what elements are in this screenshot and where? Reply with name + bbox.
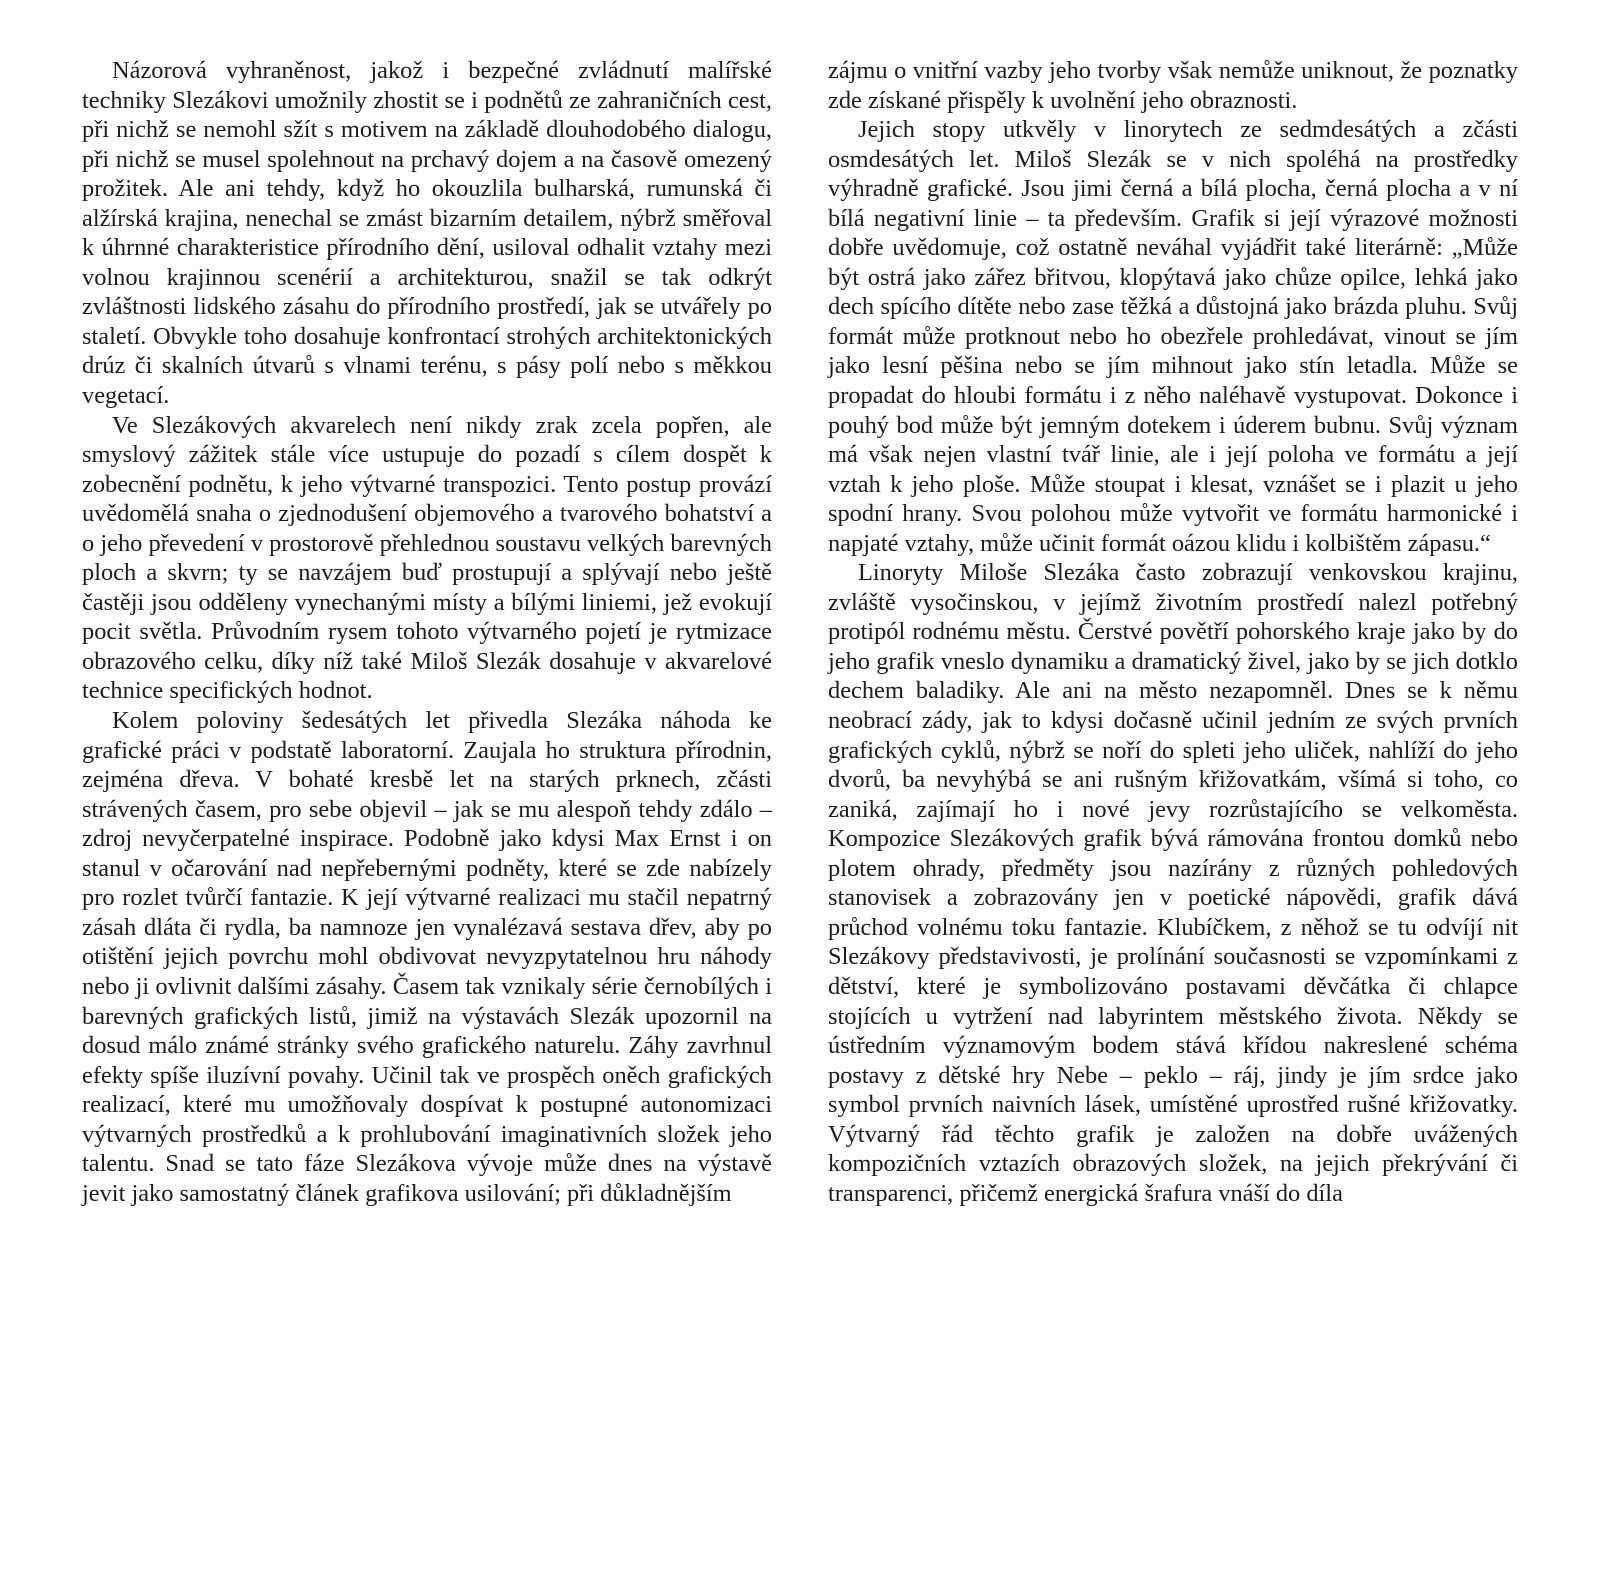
paragraph: Ve Slezákových akvarelech není nikdy zrak zcela popřen, ale smyslový zážitek stále více ustupuje do pozadí s cílem dospět k zobecnění podnětu, k jeho výtvarné transpozici. Tento postup provází uvědomělá snaha o zjednodušení objemového a tvarového bohatství a o jeho převedení v prostorově přehlednou soustavu velkých barevných ploch a skvrn; ty se navzájem buď prostupují a splývají nebo ještě častěji jsou odděleny vynechanými místy a bílými liniemi, jež evokují pocit světla. Průvodním rysem tohoto výtvarného pojetí je rytmizace obrazového celku, díky níž také Miloš Slezák dosahuje v akvarelové technice specifických hodnot. [82,411,772,705]
right-column [828,56,1518,1208]
paragraph: Kolem poloviny šedesátých let přivedla Slezáka náhoda ke grafické práci v podstatě laboratorní. Zaujala ho struktura přírodnin, zejména dřeva. V bohaté kresbě let na starých prknech, zčásti strávených časem, pro sebe objevil – jak se mu alespoň tehdy zdálo – zdroj nevyčerpatelné inspirace. Podobně jako kdysi Max Ernst i on stanul v očarování nad nepřebernými podněty, které se zde nabízely pro rozlet tvůrčí fantazie. K její výtvarné realizaci mu stačil nepatrný zásah dláta či rydla, ba namnoze jen vynalézavá sestava dřev, aby po otištění jejich povrchu mohl obdivovat nevyzpytatelnou hru náhody nebo ji ovlivnit dalšími zásahy. Časem tak vznikaly série černobílých i barevných grafických listů, jimiž na výstavách Slezák upozornil na dosud málo známé stránky svého grafického naturelu. Záhy zavrhnul efekty spíše iluzívní povahy. Učinil tak ve prospěch oněch grafických realizací, které mu umožňovaly dospívat k postupné autonomizaci výtvarných prostředků a k prohlubování imaginativních složek jeho talentu. Snad se tato fáze Slezákova vývoje může dnes na výstavě jevit jako samostatný článek grafikova usilování; při důkladnějším [82,707,772,1207]
paragraph: Jejich stopy utkvěly v linorytech ze sedmdesátých a zčásti osmdesátých let. Miloš Slezák se v nich spoléhá na prostředky výhradně grafické. Jsou jimi černá a bílá plocha, černá plocha a v ní bílá negativní linie – ta především. Grafik si její výrazové možnosti dobře uvědomuje, což ostatně neváhal vyjádřit také literárně: „Může být ostrá jako zářez břitvou, klopýtavá jako chůze opilce, lehká jako dech spícího dítěte nebo zase těžká a důstojná jako brázda pluhu. Svůj formát může protknout nebo ho obezřele prohledávat, vinout se jím jako lesní pěšina nebo se jím mihnout jako stín letadla. Může se propadat do hloubi formátu i z něho naléhavě vystupovat. Dokonce i pouhý bod může být jemným dotekem i úderem bubnu. Svůj význam má však nejen vlastní tvář linie, ale i její poloha ve formátu a její vztah k jeho ploše. Může stoupat i klesat, vznášet se i plazit u jeho spodní hrany. Svou polohou může vytvořit ve formátu harmonické i napjaté vztahy, může učinit formát oázou klidu i kolbištěm zápasu.“ [828,116,1518,557]
paragraph: Linoryty Miloše Slezáka často zobrazují venkovskou krajinu, zvláště vysočinskou, v jejímž životním prostředí nalezl potřebný protipól rodnému městu. Čerstvé povětří pohorského kraje jako by do jeho grafik vneslo dynamiku a dramatický živel, jako by se jich dotklo dechem baladiky. Ale ani na město nezapomněl. Dnes se k němu neobrací zády, jak to kdysi dočasně učinil jedním ze svých prvních grafických cyklů, nýbrž se noří do spleti jeho uliček, nahlíží do jeho dvorů, ba nevyhýbá se ani rušným křižovatkám, všímá si toho, co zaniká, zajímají ho i nové jevy rozrůstajícího se velkoměsta. Kompozice Slezákových grafik bývá rámována frontou domků nebo plotem ohrady, předměty jsou nazírány z různých pohledových stanovisek a zobrazovány jen v poetické nápovědi, grafik dává průchod volnému toku fantazie. Klubíčkem, z něhož se tu odvíjí nit Slezákovy představivosti, je prolínání současnosti se vzpomínkami z dětství, které je symbolizováno postavami děvčátka či chlapce stojících u vytržení nad labyrintem městského života. Někdy se ústředním významovým bodem stává křídou nakreslené schéma postavy z dětské hry Nebe – peklo – ráj, jindy je jím srdce jako symbol prvních naivních lásek, umístěné uprostřed rušné křižovatky. Výtvarný řád těchto grafik je založen na dobře uvážených kompozičních vztazích obrazových složek, na jejich překrývání či transparenci, přičemž energická šrafura vnáší do díla [828,559,1518,1207]
left-column [82,56,772,1208]
paragraph: Názorová vyhraněnost, jakož i bezpečné zvládnutí malířské techniky Slezákovi umožnily zhostit se i podnětů ze zahraničních cest, při nichž se nemohl sžít s motivem na základě dlouhodobého dialogu, při nichž se musel spolehnout na prchavý dojem a na časově omezený prožitek. Ale ani tehdy, když ho okouzlila bulharská, rumunská či alžírská krajina, nenechal se zmást bizarním detailem, nýbrž směřoval k úhrnné charakteristice přírodního dění, usiloval odhalit vztahy mezi volnou krajinnou scenérií a architekturou, snažil se tak odkrýt zvláštnosti lidského zásahu do přírodního prostředí, jak se utvářely po staletí. Obvykle toho dosahuje konfrontací strohých architektonických drúz či skalních útvarů s vlnami terénu, s pásy polí nebo s měkkou vegetací. [82,57,772,410]
paragraph-continuation: zájmu o vnitřní vazby jeho tvorby však nemůže uniknout, že poznatky zde získané přispěly k uvolnění jeho obraznosti. [828,57,1518,114]
